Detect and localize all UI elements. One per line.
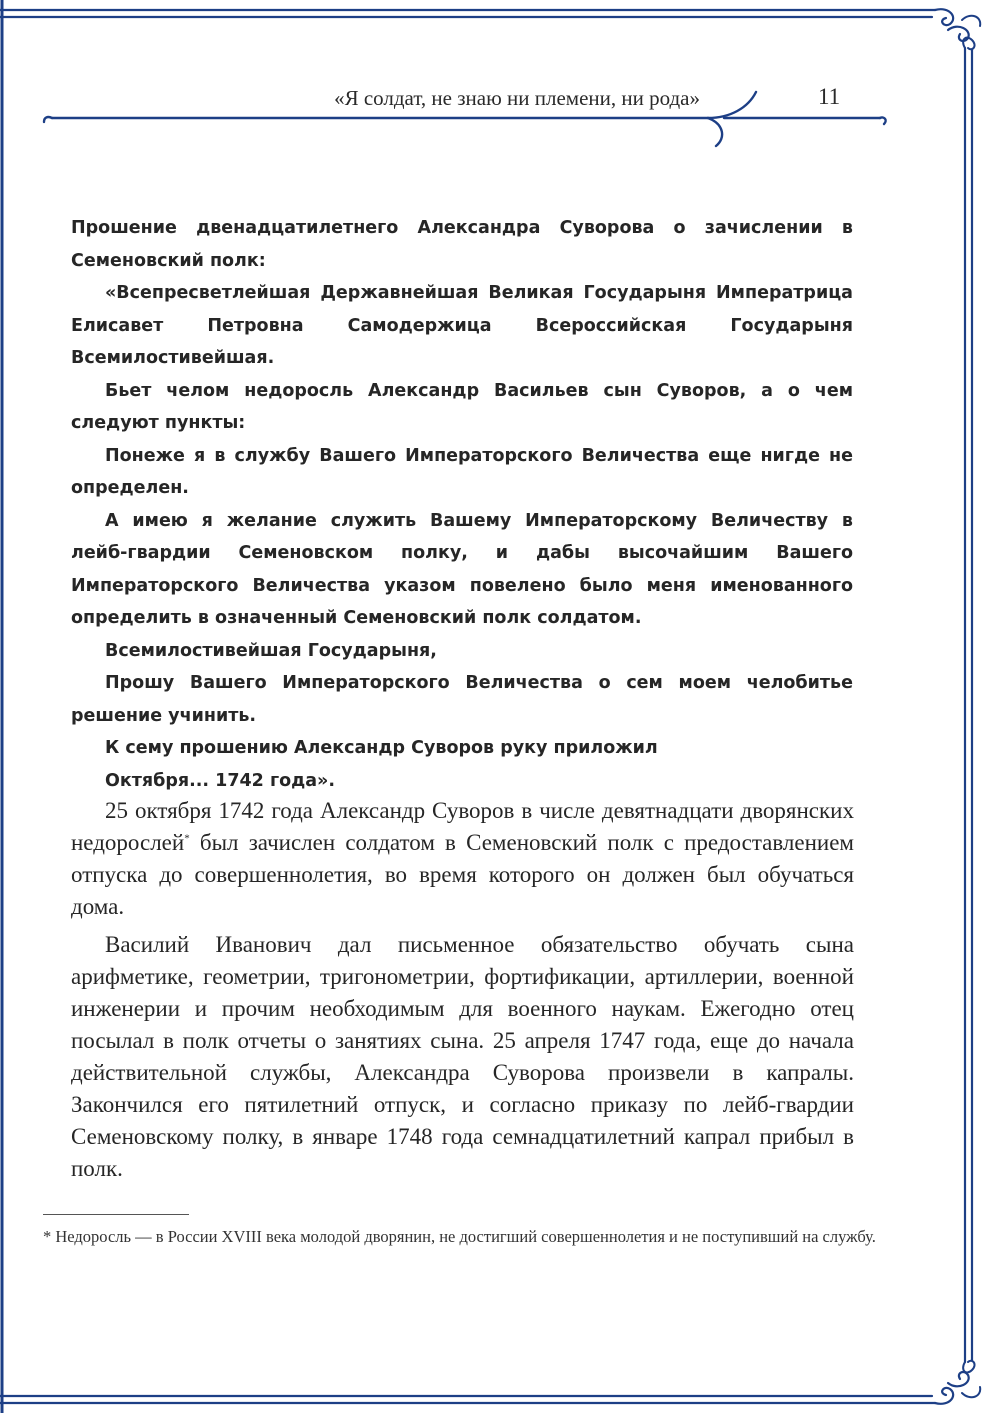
petition-paragraph: К сему прошению Александр Суворов руку приложил	[105, 738, 658, 758]
body-paragraph-2: Василий Иванович дал письменное обязательство обучать сына арифметике, геометрии, тригонометрии, фортификации, артиллерии, военной инженерии и прочим необходимым для военного наукам. Ежегодно отец посылал в полк отчеты о занятиях сына. 25 апреля 1747 года, еще до начала действительной службы, Александра Суворова произвели в капралы. Закончился его пятилетний отпуск, и согласно приказу по лейб-гвардии Семеновскому полку, в январе 1748 года семнадцатилетний капрал прибыл в полк.	[71, 932, 854, 1181]
petition-paragraph: Прошу Вашего Императорского Величества о сем моем челобитье решение учинить.	[71, 673, 853, 726]
petition-address: «Всепресветлейшая Державнейшая Великая Государыня Императрица Елисавет Петровна Самодержица Всероссийская Государыня Всемилостивейшая.	[71, 283, 853, 368]
petition-paragraph: Бьет челом недоросль Александр Васильев сын Суворов, а о чем следуют пункты:	[71, 380, 853, 433]
quoted-petition	[71, 212, 853, 797]
footnote: * Недоросль — в России XVIII века молодой дворянин, не достигший совершеннолетия и не поступивший на службу.	[43, 1227, 876, 1246]
page-number: 11	[818, 84, 841, 109]
petition-paragraph: Всемилостивейшая Государыня,	[105, 640, 437, 661]
petition-intro: Прошение двенадцатилетнего Александра Суворова о зачислении в Семеновский полк:	[71, 218, 853, 271]
footnote-divider	[43, 1214, 189, 1215]
petition-paragraph: Понеже я в службу Вашего Императорского Величества еще нигде не определен.	[71, 445, 853, 498]
petition-paragraph: А имею я желание служить Вашему Императорскому Величеству в лейб-гвардии Семеновском полку, и дабы высочайшим Вашего Императорского Величества указом повелено было меня именованного определить в означенный Семеновский полк солдатом.	[71, 510, 853, 628]
footnote-marker: *	[184, 832, 190, 845]
body-paragraph-1-start: 25 октября 1742 года Александр Суворов в числе девятнадцати дворянских недорослей	[71, 798, 854, 855]
petition-date: Октября... 1742 года».	[105, 770, 336, 791]
body-paragraph-1-end: был зачислен солдатом в Семеновский полк с предоставлением отпуска до совершеннолетия, во время которого он должен был обучаться дома.	[71, 830, 854, 919]
body-text	[71, 795, 854, 1191]
body-paragraph-1	[71, 795, 854, 923]
running-header-title: «Я солдат, не знаю ни племени, ни рода»	[334, 86, 700, 110]
